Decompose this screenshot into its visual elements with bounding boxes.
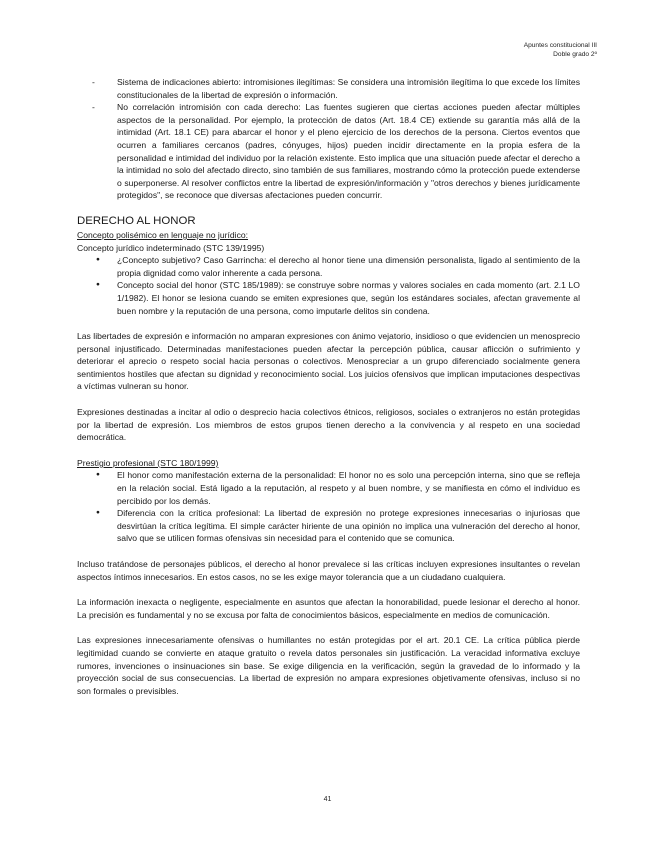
header-degree: Doble grado 2º	[553, 51, 597, 58]
list-item: ● Diferencia con la crítica profesional: La libertad de expresión no protege expresiones innecesarias o injuriosas que desvirtúan la crítica legítima. El simple carácter hiriente de una opinión no implica una vulneración del derecho al honor, salvo que se utilicen formas ofensivas sin necesidad para el contenido que se comunica.	[77, 507, 580, 545]
paragraph: Las expresiones innecesariamente ofensivas o humillantes no están protegidas por el art. 20.1 CE. La crítica pública pierde legitimidad cuando se convierte en ataque gratuito o revela datos personales sin justificación. La veracidad informativa excluye rumores, invenciones o insinuaciones sin base. Se exige diligencia en la verificación, según la gravedad de lo informado y la proyección social de sus consecuencias. La libertad de expresión no ampara expresiones objetivamente ofensivas, incluso si no son formales o previsibles.	[77, 635, 580, 696]
paragraph: Las libertades de expresión e información no amparan expresiones con ánimo vejatorio, insidioso o que evidencien un menosprecio personal injustificado. Determinadas manifestaciones pueden afectar la percepción pública, causar aflicción o sufrimiento y deteriorar el aprecio o respeto social hacia personas o colectivos. Menospreciar a un grupo diferenciado socialmente genera sentimientos hostiles que afectan su dignidad y reconocimiento social. Los juicios ofensivos que implican imputaciones despectivas a víctimas vulneran su honor.	[77, 331, 580, 392]
page-content	[77, 76, 580, 697]
concept-bullets	[77, 254, 580, 317]
intro-list	[77, 76, 580, 202]
header-course: Apuntes constitucional III	[523, 42, 597, 49]
page-header	[524, 41, 597, 59]
section-title: DERECHO AL HONOR	[77, 214, 196, 227]
concept-subheading: Concepto jurídico indeterminado (STC 139/1995)	[77, 242, 265, 253]
paragraph: Expresiones destinadas a incitar al odio o desprecio hacia colectivos étnicos, religiosos, sociales o extranjeros no están protegidas por la libertad de expresión. Los miembros de estos grupos tienen derecho a la convivencia y al respeto en una sociedad democrática.	[77, 407, 580, 443]
paragraph: Incluso tratándose de personajes públicos, el derecho al honor prevalece si las críticas incluyen expresiones insultantes o revelan aspectos íntimos innecesarios. En estos casos, no se les exige mayor tolerancia que a un ciudadano cualquiera.	[77, 559, 580, 582]
prestige-heading: Prestigio profesional (STC 180/1999)	[77, 457, 219, 468]
page-number: 41	[323, 796, 332, 803]
list-item: ● ¿Concepto subjetivo? Caso Garrincha: el derecho al honor tiene una dimensión personalista, ligado al sentimiento de la propia dignidad como valor inherente a cada persona.	[77, 254, 580, 279]
paragraph: La información inexacta o negligente, especialmente en asuntos que afectan la honorabilidad, puede lesionar el derecho al honor. La precisión es fundamental y no se excusa por falta de conocimientos básicos, especialmente en medios de comunicación.	[77, 597, 580, 620]
list-item: ● El honor como manifestación externa de la personalidad: El honor no es solo una percepción interna, sino que se refleja en la relación social. Está ligado a la reputación, al respeto y al buen nombre, y se manifiesta en cómo el individuo es percibido por los demás.	[77, 469, 580, 507]
list-item: ● Concepto social del honor (STC 185/1989): se construye sobre normas y valores sociales en cada momento (art. 2.1 LO 1/1982). El honor se lesiona cuando se emiten expresiones que, según los estándares sociales, afectan gravemente al buen nombre y la reputación de una persona, como imputarle delitos sin condena.	[77, 279, 580, 317]
list-item: - No correlación intromisión con cada derecho: Las fuentes sugieren que ciertas acciones pueden afectar múltiples aspectos de la personalidad. Por ejemplo, la protección de datos (Art. 18.4 CE) extiende su garantía más allá de la intimidad (Art. 18.1 CE) para abarcar el honor y el pleno ejercicio de los derechos de la persona. Ciertos eventos que ocurren a familiares cercanos (padres, cónyuges, hijos) pueden incidir directamente en la propia esfera de la personalidad e intimidad del individuo por la relación existente. Esto implica que una situación puede afectar el derecho a la intimidad no solo del afectado directo, sino también de sus familiares, mostrando cómo la protección puede extenderse o superponerse. Al resolver conflictos entre la libertad de expresión/información y "otros derechos y bienes jurídicamente protegidos", se reconoce que diversas afectaciones pueden concurrir.	[77, 101, 580, 202]
prestige-bullets	[77, 469, 580, 545]
concept-heading: Concepto polisémico en lenguaje no jurídico:	[77, 229, 249, 240]
list-item: - Sistema de indicaciones abierto: intromisiones ilegítimas: Se considera una intromisión ilegítima lo que excede los límites constitucionales de la libertad de expresión o información.	[77, 76, 580, 101]
